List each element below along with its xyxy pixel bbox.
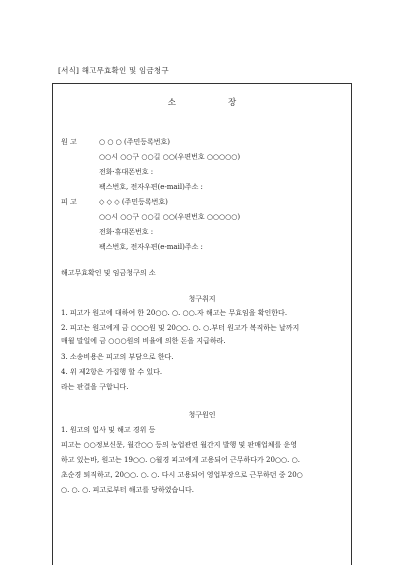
document-form-label: [서식] 해고무효확인 및 임금청구 — [58, 66, 169, 75]
plaintiff-address: ○○시 ○○구 ○○길 ○○(우편번호 ○○○○○) — [99, 153, 241, 161]
cause-heading: 청구원인 — [188, 411, 216, 419]
plaintiff-name: ○ ○ ○ (주민등록번호) — [99, 138, 171, 146]
claim-item: 라는 판결을 구합니다. — [61, 383, 129, 391]
complaint-frame — [52, 83, 352, 565]
cause-item: 하고 있는바, 원고는 19○○. ○월경 피고에게 고용되어 근무하다가 20○○. ○. — [61, 456, 300, 464]
defendant-phone: 전화·휴대폰번호 : — [99, 228, 154, 236]
cause-item: 피고는 ○○정보신문, 월간○○ 등의 농업관련 월간지 발행 및 판매업체를 운영 — [61, 441, 298, 449]
cause-item: ○. ○. ○. 피고로부터 해고를 당하였습니다. — [61, 486, 195, 494]
claim-heading: 청구취지 — [188, 295, 216, 303]
cause-item: 1. 원고의 입사 및 해고 경위 등 — [61, 426, 156, 434]
plaintiff-fax-email: 팩스번호, 전자우편(e-mail)주소 : — [99, 183, 203, 191]
plaintiff-role: 원 고 — [61, 138, 77, 146]
defendant-name: ◇ ◇ ◇ (주민등록번호) — [99, 198, 168, 206]
claim-item: 2. 피고는 원고에게 금 ○○○원 및 20○○. ○. ○.부터 원고가 복직하는 날까지 — [61, 324, 300, 332]
plaintiff-phone: 전화·휴대폰번호 : — [99, 168, 154, 176]
claim-item: 3. 소송비용은 피고의 부담으로 한다. — [61, 353, 174, 361]
defendant-role: 피 고 — [61, 198, 77, 206]
case-name: 해고무효확인 및 임금청구의 소 — [61, 269, 156, 277]
claim-item: 1. 피고가 원고에 대하여 한 20○○. ○. ○○.자 해고는 무효임을 확인한다. — [61, 309, 288, 317]
claim-item: 매월 말일에 금 ○○○원의 비율에 의한 돈을 지급하라. — [61, 337, 226, 345]
claim-item: 4. 위 제2항은 가집행 할 수 있다. — [61, 368, 163, 376]
cause-item: 초순경 퇴직하고, 20○○. ○. ○. 다시 고용되어 영업부장으로 근무하던 중 20○ — [61, 471, 303, 479]
defendant-fax-email: 팩스번호, 전자우편(e-mail)주소 : — [99, 243, 203, 251]
document-title: 소장 — [167, 98, 289, 108]
defendant-address: ○○시 ○○구 ○○길 ○○(우편번호 ○○○○○) — [99, 213, 241, 221]
